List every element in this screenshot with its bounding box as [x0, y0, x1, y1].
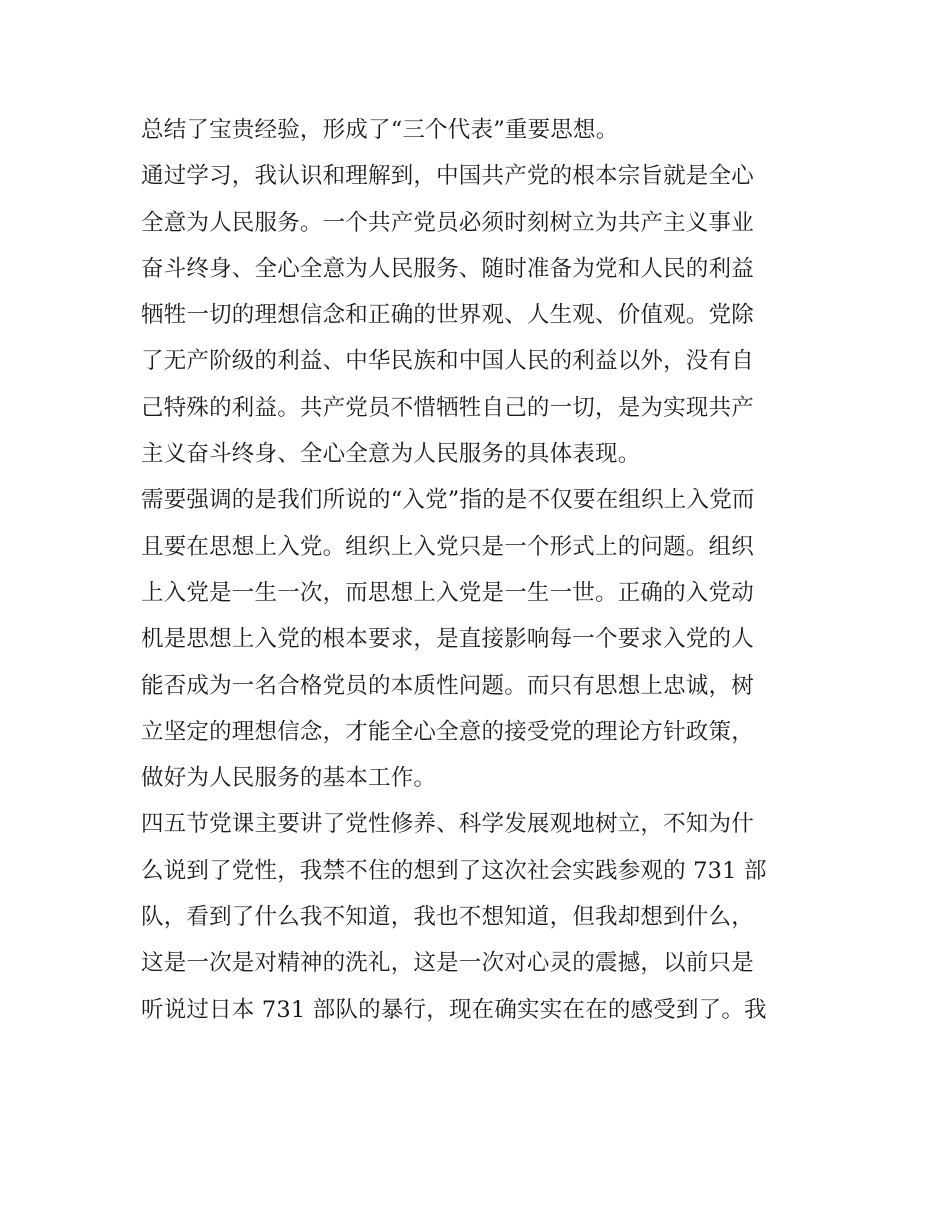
- text-line: 么说到了党性，我禁不住的想到了这次社会实践参观的 731 部: [141, 857, 767, 884]
- text-line: 牺牲一切的理想信念和正确的世界观、人生观、价值观。党除: [141, 302, 754, 329]
- text-line: 需要强调的是我们所说的“入党”指的是不仅要在组织上入党而: [141, 487, 755, 514]
- text-line: 立坚定的理想信念，才能全心全意的接受党的理论方针政策，: [141, 718, 754, 745]
- text-line: 总结了宝贵经验，形成了“三个代表”重要思想。: [141, 117, 619, 143]
- text-line: 听说过日本 731 部队的暴行，现在确实实在在的感受到了。我: [141, 996, 767, 1023]
- text-line: 四五节党课主要讲了党性修养、科学发展观地树立，不知为什: [141, 811, 754, 838]
- text-line: 了无产阶级的利益、中华民族和中国人民的利益以外，没有自: [141, 348, 754, 375]
- text-line: 且要在思想上入党。组织上入党只是一个形式上的问题。组织: [141, 533, 754, 560]
- text-line: 全意为人民服务。一个共产党员必须时刻树立为共产主义事业: [141, 209, 754, 236]
- text-line: 机是思想上入党的根本要求，是直接影响每一个要求入党的人: [141, 626, 754, 653]
- body-text: [141, 107, 811, 1033]
- text-line: 奋斗终身、全心全意为人民服务、随时准备为党和人民的利益: [141, 255, 754, 282]
- text-line: 能否成为一名合格党员的本质性问题。而只有思想上忠诚，树: [141, 672, 754, 699]
- text-line: 主义奋斗终身、全心全意为人民服务的具体表现。: [141, 441, 641, 468]
- text-line: 通过学习，我认识和理解到，中国共产党的根本宗旨就是全心: [141, 163, 754, 190]
- text-line: 这是一次是对精神的洗礼，这是一次对心灵的震撼，以前只是: [141, 950, 754, 977]
- text-line: 做好为人民服务的基本工作。: [141, 765, 437, 792]
- text-line: 己特殊的利益。共产党员不惜牺牲自己的一切，是为实现共产: [141, 394, 754, 421]
- text-line: 上入党是一生一次，而思想上入党是一生一世。正确的入党动: [141, 579, 754, 606]
- text-line: 队，看到了什么我不知道，我也不想知道，但我却想到什么，: [141, 904, 754, 931]
